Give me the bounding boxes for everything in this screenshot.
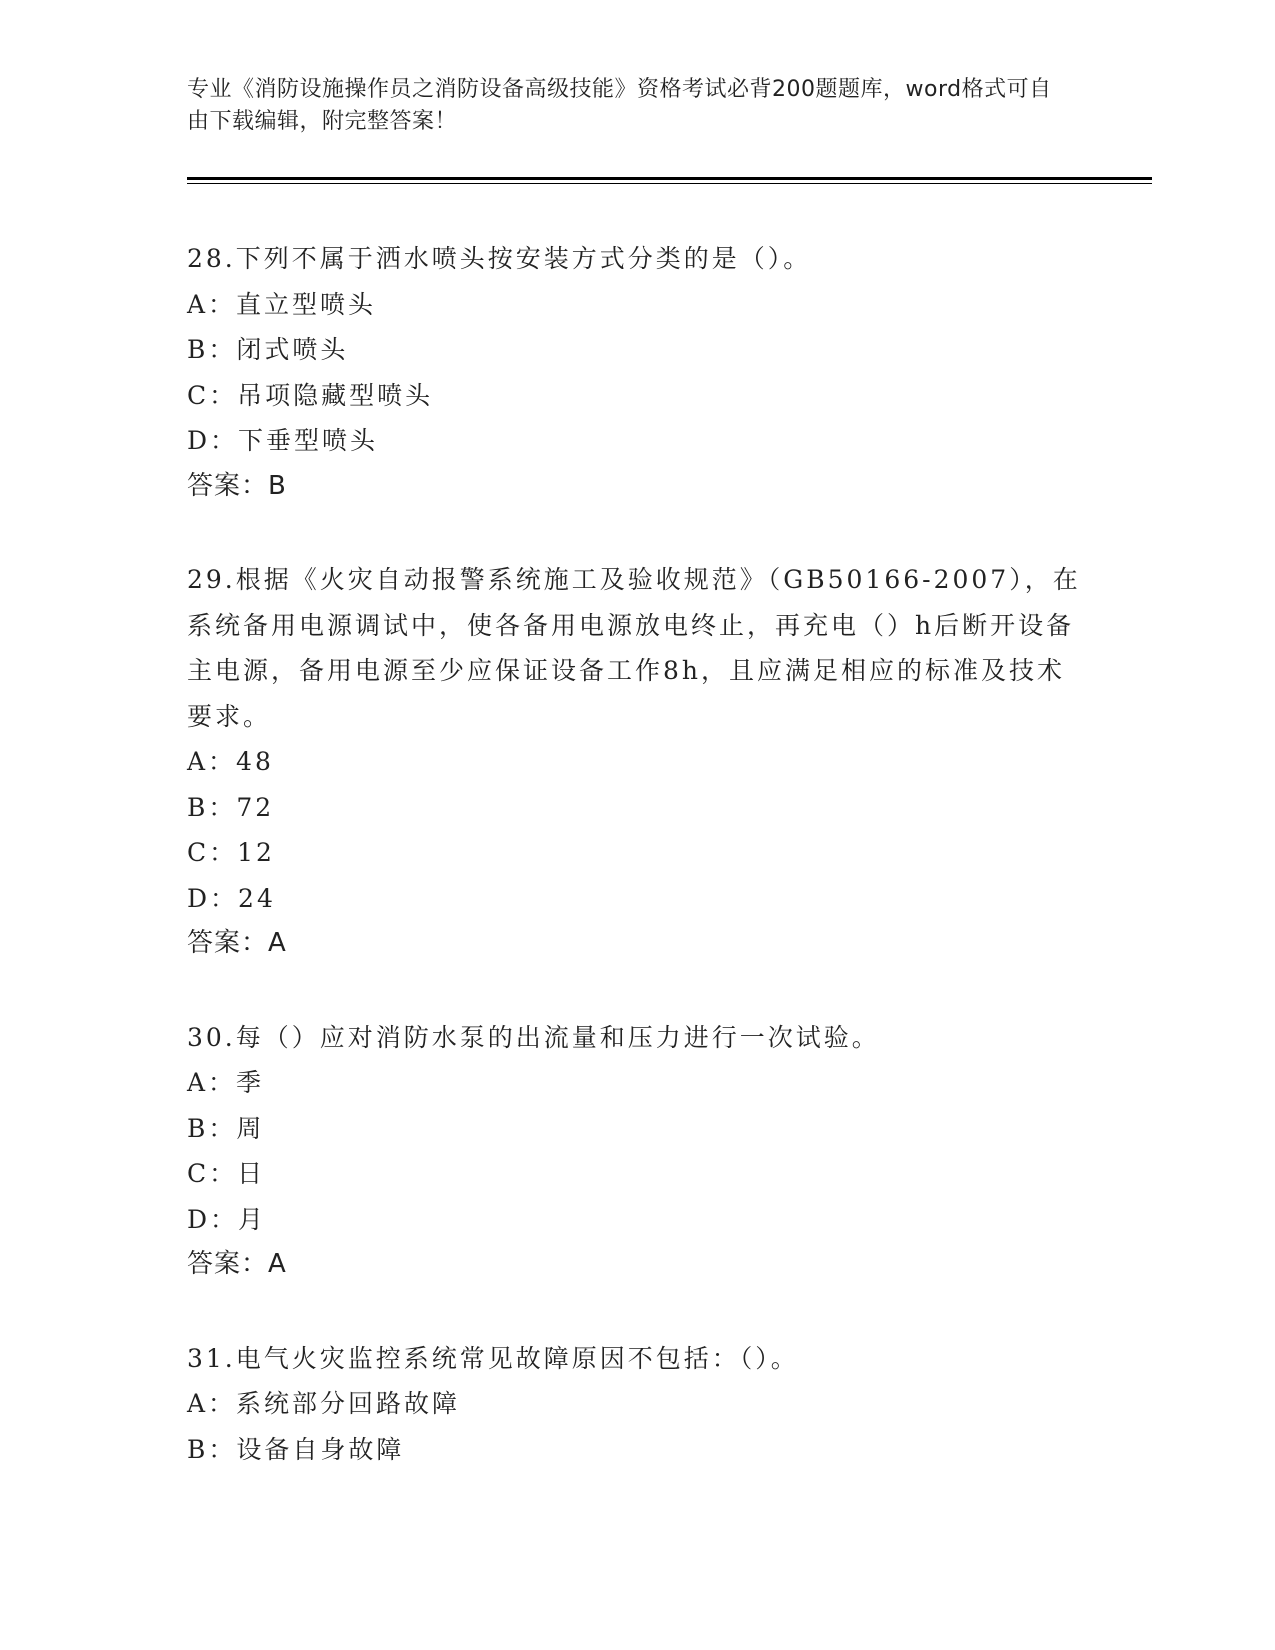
option-d: D：下垂型喷头 (187, 426, 379, 455)
option-c: C：吊项隐藏型喷头 (187, 380, 434, 410)
option-a: A：季 (187, 1068, 265, 1097)
question-31 (187, 1336, 1087, 1473)
question-29 (187, 557, 1087, 967)
option-b: B：闭式喷头 (187, 335, 349, 364)
option-a: A：直立型喷头 (187, 289, 377, 319)
option-a: A：48 (187, 747, 274, 776)
option-c: C：日 (187, 1159, 266, 1188)
header-divider-thick (187, 177, 1152, 180)
question-stem: 29.根据《火灾自动报警系统施工及验收规范》（GB50166-2007），在系统备用电源调试中，使各备用电源放电终止，再充电（）h后断开设备主电源，备用电源至少应保证设备工作8h，且应满足相应的标准及技术要求。 (187, 565, 1081, 731)
document-header: 专业《消防设施操作员之消防设备高级技能》资格考试必背200题题库，word格式可自由下载编辑，附完整答案！ (187, 77, 1052, 134)
option-b: B：周 (187, 1113, 265, 1143)
option-b: B：72 (187, 792, 275, 822)
option-d: D：24 (187, 883, 276, 913)
question-30 (187, 1015, 1087, 1288)
answer: 答案：B (187, 470, 287, 501)
question-stem: 30.每（）应对消防水泵的出流量和压力进行一次试验。 (187, 1022, 880, 1052)
answer: 答案：A (187, 928, 287, 958)
option-c: C：12 (187, 838, 275, 867)
question-list (187, 236, 1087, 1520)
question-28 (187, 236, 1087, 509)
option-a: A：系统部分回路故障 (187, 1389, 461, 1418)
header-divider-thin (187, 183, 1152, 184)
option-d: D：月 (187, 1204, 267, 1234)
question-stem: 31.电气火灾监控系统常见故障原因不包括：（）。 (187, 1343, 799, 1373)
option-b: B：设备自身故障 (187, 1434, 405, 1464)
question-stem: 28.下列不属于洒水喷头按安装方式分类的是（）。 (187, 244, 812, 273)
answer: 答案：A (187, 1249, 287, 1279)
